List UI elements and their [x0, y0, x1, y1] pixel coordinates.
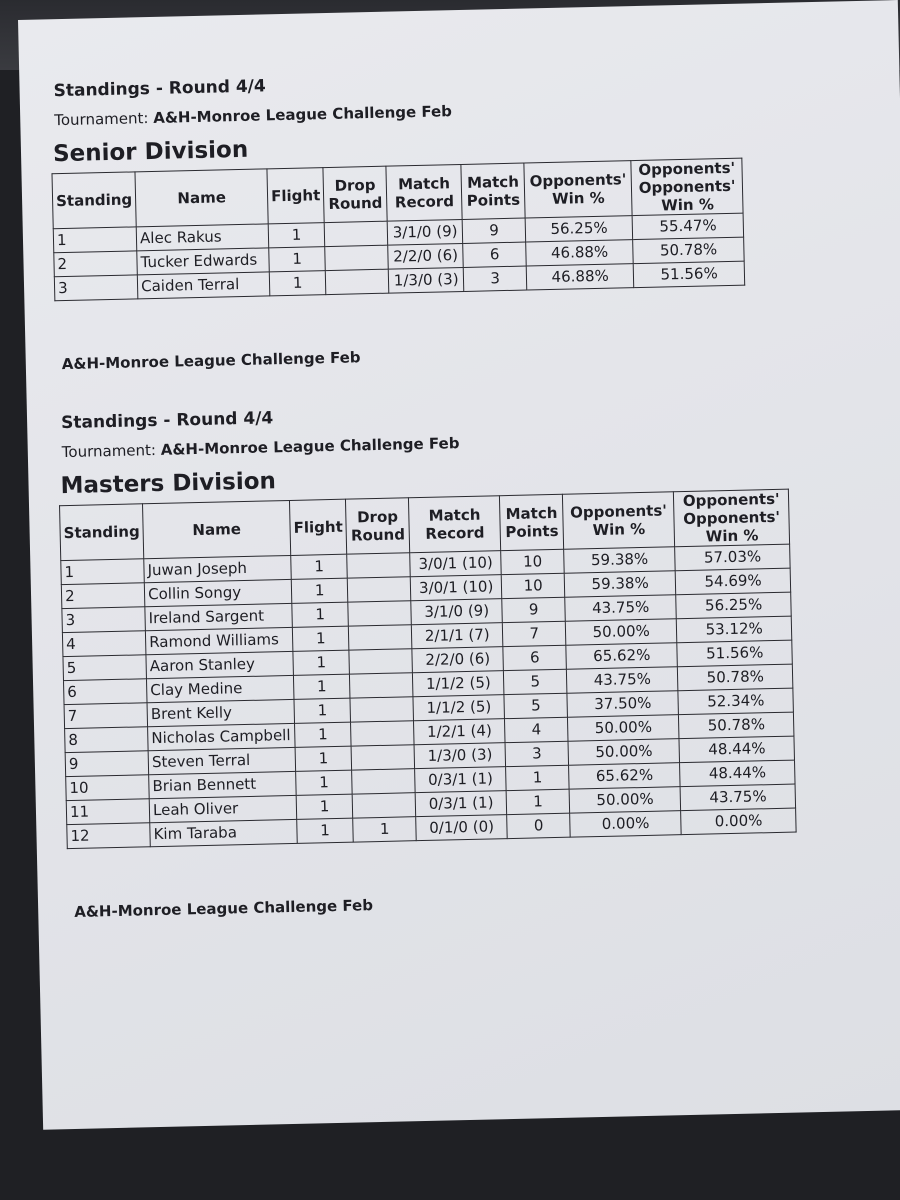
- cell-match-points: 3: [463, 266, 527, 291]
- cell-flight: 1: [297, 818, 354, 843]
- cell-name: Kim Taraba: [150, 819, 298, 846]
- cell-opp-win: 50.00%: [565, 619, 677, 646]
- tournament-label: Tournament:: [61, 440, 157, 462]
- cell-drop-round: [350, 673, 414, 698]
- cell-flight: 1: [291, 578, 348, 603]
- cell-flight: 1: [295, 746, 352, 771]
- cell-match-record: 1/1/2 (5): [413, 695, 505, 721]
- cell-flight: 1: [294, 674, 351, 699]
- cell-opp-win: 65.62%: [569, 763, 681, 790]
- cell-match-record: 2/2/0 (6): [388, 243, 464, 269]
- cell-flight: 1: [296, 794, 353, 819]
- cell-name: Brent Kelly: [147, 699, 295, 726]
- col-header-drop-round: Drop Round: [346, 498, 410, 554]
- cell-flight: 1: [268, 223, 325, 248]
- cell-opp-win: 65.62%: [566, 643, 678, 670]
- cell-name: Steven Terral: [148, 747, 296, 774]
- cell-standing: 9: [65, 751, 149, 777]
- cell-match-points: 5: [504, 693, 568, 718]
- cell-drop-round: [325, 245, 389, 270]
- col-header-opp-win: Opponents' Win %: [563, 492, 675, 550]
- cell-opp-win: 43.75%: [567, 667, 679, 694]
- cell-standing: 11: [66, 799, 150, 825]
- col-header-opp-opp-win: Opponents' Opponents' Win %: [674, 489, 790, 547]
- cell-match-record: 1/3/0 (3): [414, 743, 506, 769]
- cell-match-points: 5: [504, 669, 568, 694]
- cell-drop-round: [351, 745, 415, 770]
- cell-standing: 3: [54, 275, 138, 301]
- cell-standing: 2: [61, 583, 145, 609]
- cell-drop-round: [352, 793, 416, 818]
- cell-opp-opp-win: 55.47%: [632, 213, 744, 240]
- cell-match-record: 0/1/0 (0): [416, 815, 508, 841]
- cell-flight: 1: [292, 602, 349, 627]
- col-header-opp-win: Opponents' Win %: [524, 161, 632, 218]
- cell-opp-opp-win: 51.56%: [677, 640, 793, 667]
- cell-name: Collin Songy: [144, 579, 292, 606]
- cell-opp-win: 46.88%: [526, 240, 634, 266]
- cell-flight: 1: [295, 722, 352, 747]
- cell-opp-win: 50.00%: [568, 739, 680, 766]
- printed-page: [18, 0, 900, 1130]
- cell-name: Ramond Williams: [145, 627, 293, 654]
- cell-drop-round: [347, 577, 411, 602]
- cell-standing: 4: [62, 631, 146, 657]
- cell-opp-opp-win: 43.75%: [680, 784, 796, 811]
- masters-standings-table: [59, 489, 797, 849]
- cell-name: Brian Bennett: [149, 771, 297, 798]
- section-footer: A&H-Monroe League Challenge Feb: [74, 896, 374, 921]
- cell-match-points: 6: [463, 242, 527, 267]
- cell-opp-win: 56.25%: [525, 216, 633, 242]
- cell-standing: 1: [61, 559, 145, 585]
- tournament-name: A&H-Monroe League Challenge Feb: [160, 434, 460, 459]
- cell-opp-opp-win: 51.56%: [633, 261, 745, 288]
- cell-match-record: 2/2/0 (6): [412, 647, 504, 673]
- cell-opp-win: 46.88%: [526, 264, 634, 290]
- cell-opp-opp-win: 48.44%: [680, 760, 796, 787]
- cell-match-points: 6: [503, 645, 567, 670]
- cell-match-record: 2/1/1 (7): [412, 623, 504, 649]
- cell-drop-round: [324, 221, 388, 246]
- cell-name: Nicholas Campbell: [148, 723, 296, 750]
- col-header-opp-opp-win: Opponents' Opponents' Win %: [631, 158, 743, 216]
- cell-standing: 3: [62, 607, 146, 633]
- cell-opp-opp-win: 50.78%: [633, 237, 745, 264]
- cell-drop-round: [351, 721, 415, 746]
- cell-drop-round: [347, 553, 411, 578]
- col-header-name: Name: [143, 500, 291, 558]
- cell-standing: 1: [53, 227, 137, 253]
- col-header-standing: Standing: [60, 504, 144, 561]
- col-header-match-record: Match Record: [409, 496, 501, 553]
- cell-opp-opp-win: 50.78%: [678, 664, 794, 691]
- cell-opp-win: 59.38%: [564, 547, 676, 574]
- cell-opp-win: 43.75%: [565, 595, 677, 622]
- cell-name: Ireland Sargent: [145, 603, 293, 630]
- cell-match-record: 3/1/0 (9): [387, 219, 463, 245]
- division-heading: Masters Division: [60, 468, 277, 500]
- col-header-flight: Flight: [290, 499, 347, 555]
- col-header-standing: Standing: [52, 172, 136, 229]
- cell-standing: 8: [65, 727, 149, 753]
- col-header-match-points: Match Points: [500, 494, 564, 550]
- cell-match-record: 3/0/1 (10): [410, 551, 502, 577]
- cell-match-points: 0: [507, 813, 571, 838]
- cell-match-points: 7: [503, 621, 567, 646]
- cell-standing: 6: [63, 679, 147, 705]
- cell-match-record: 1/1/2 (5): [413, 671, 505, 697]
- cell-name: Aaron Stanley: [146, 651, 294, 678]
- page-title: Standings - Round 4/4: [60, 408, 274, 434]
- cell-standing: 12: [67, 823, 151, 849]
- cell-name: Clay Medine: [147, 675, 295, 702]
- cell-drop-round: [349, 625, 413, 650]
- cell-name: Caiden Terral: [137, 272, 270, 299]
- page-title: Standings - Round 4/4: [53, 76, 266, 102]
- cell-drop-round: [325, 269, 389, 294]
- tournament-name: A&H-Monroe League Challenge Feb: [153, 102, 453, 127]
- cell-opp-win: 50.00%: [568, 715, 680, 742]
- cell-opp-opp-win: 53.12%: [676, 616, 792, 643]
- cell-match-record: 3/0/1 (10): [410, 575, 502, 601]
- cell-flight: 1: [269, 247, 326, 272]
- cell-opp-opp-win: 48.44%: [679, 736, 795, 763]
- col-header-drop-round: Drop Round: [323, 166, 387, 222]
- cell-match-points: 1: [506, 765, 570, 790]
- cell-match-record: 0/3/1 (1): [415, 791, 507, 817]
- cell-opp-win: 37.50%: [567, 691, 679, 718]
- cell-name: Juwan Joseph: [144, 555, 292, 582]
- cell-opp-win: 50.00%: [569, 787, 681, 814]
- cell-match-points: 10: [501, 573, 565, 598]
- col-header-match-record: Match Record: [386, 164, 462, 221]
- senior-standings-table: [51, 158, 745, 302]
- cell-drop-round: [352, 769, 416, 794]
- cell-match-record: 3/1/0 (9): [411, 599, 503, 625]
- cell-drop-round: [350, 697, 414, 722]
- cell-opp-win: 59.38%: [564, 571, 676, 598]
- tournament-label: Tournament:: [54, 109, 149, 130]
- cell-match-points: 3: [505, 741, 569, 766]
- cell-match-points: 1: [506, 789, 570, 814]
- cell-flight: 1: [293, 650, 350, 675]
- cell-standing: 5: [63, 655, 147, 681]
- cell-flight: 1: [269, 271, 326, 296]
- cell-opp-opp-win: 50.78%: [679, 712, 795, 739]
- cell-match-record: 1/2/1 (4): [414, 719, 506, 745]
- cell-standing: 2: [54, 251, 138, 277]
- cell-flight: 1: [292, 626, 349, 651]
- cell-name: Alec Rakus: [136, 224, 269, 251]
- cell-match-record: 0/3/1 (1): [415, 767, 507, 793]
- cell-match-points: 9: [502, 597, 566, 622]
- senior-section: [49, 62, 900, 373]
- cell-match-points: 9: [462, 218, 526, 243]
- cell-drop-round: 1: [353, 817, 417, 842]
- col-header-match-points: Match Points: [461, 163, 525, 219]
- masters-section: [57, 394, 900, 921]
- cell-match-points: 10: [501, 549, 565, 574]
- section-footer: A&H-Monroe League Challenge Feb: [61, 348, 361, 374]
- col-header-name: Name: [135, 169, 268, 227]
- cell-opp-opp-win: 0.00%: [681, 808, 797, 835]
- cell-drop-round: [349, 649, 413, 674]
- cell-drop-round: [348, 601, 412, 626]
- cell-match-record: 1/3/0 (3): [388, 267, 464, 293]
- col-header-flight: Flight: [267, 168, 324, 224]
- cell-standing: 10: [66, 775, 150, 801]
- cell-opp-opp-win: 54.69%: [675, 568, 791, 595]
- cell-flight: 1: [291, 554, 348, 579]
- cell-flight: 1: [296, 770, 353, 795]
- cell-opp-opp-win: 52.34%: [678, 688, 794, 715]
- cell-match-points: 4: [505, 717, 569, 742]
- cell-standing: 7: [64, 703, 148, 729]
- cell-flight: 1: [294, 698, 351, 723]
- cell-opp-win: 0.00%: [570, 811, 682, 838]
- division-heading: Senior Division: [52, 136, 249, 168]
- cell-name: Tucker Edwards: [137, 248, 270, 275]
- cell-opp-opp-win: 57.03%: [675, 544, 791, 571]
- cell-name: Leah Oliver: [149, 795, 297, 822]
- cell-opp-opp-win: 56.25%: [676, 592, 792, 619]
